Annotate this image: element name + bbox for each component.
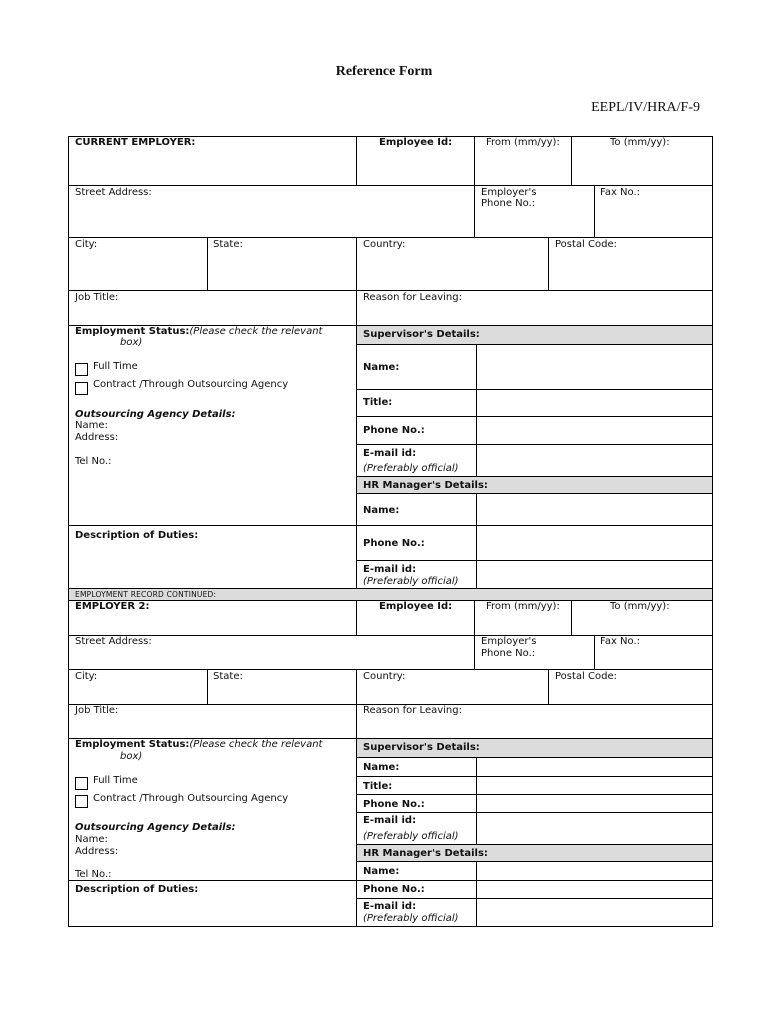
from-date-label-2: From (mm/yy): [486,601,560,612]
contract-checkbox[interactable] [75,382,88,395]
full-time-label-2: Full Time [93,775,138,786]
hr-email-note-2: (Preferably official) [363,913,459,924]
city-label: City: [75,239,98,250]
employer-phone-label: Employer's [481,187,537,198]
employment-status-label-2 [75,739,322,751]
agency-tel-label: Tel No.: [75,456,112,467]
hr-name-label: Name: [363,505,400,516]
fax-label: Fax No.: [600,187,641,198]
employment-record-continued: EMPLOYMENT RECORD CONTINUED: [75,590,217,599]
current-employer-label: CURRENT EMPLOYER: [75,137,196,148]
supervisor-email-label: E-mail id: [363,448,417,459]
agency-address-label-2: Address: [75,846,119,857]
supervisor-name-label: Name: [363,362,400,373]
employment-status-note-2b: box) [120,751,143,762]
full-time-checkbox[interactable] [75,363,88,376]
employer-2-label: EMPLOYER 2: [75,601,150,612]
hr-email-note: (Preferably official) [363,576,459,587]
fax-label-2: Fax No.: [600,636,641,647]
country-label-2: Country: [363,671,406,682]
employer-phone-label-2a: Employer's [481,636,537,647]
agency-details-label-2: Outsourcing Agency Details: [75,822,236,833]
state-label-2: State: [213,671,243,682]
employer-phone-label-2: Phone No.: [481,198,536,209]
to-date-label-2: To (mm/yy): [610,601,670,612]
city-label-2: City: [75,671,98,682]
country-label: Country: [363,239,406,250]
state-label: State: [213,239,243,250]
employment-status-title-2: Employment Status: [75,739,190,750]
contract-label: Contract /Through Outsourcing Agency [93,379,289,390]
street-address-label-2: Street Address: [75,636,152,647]
reason-for-leaving-label: Reason for Leaving: [363,292,462,303]
employment-status-note-2a: (Please check the relevant [189,739,323,750]
reason-for-leaving-label-2: Reason for Leaving: [363,705,462,716]
page-title: Reference Form [335,64,433,79]
employment-status-note: (Please check the relevant [189,326,323,337]
hr-phone-label-2: Phone No.: [363,884,425,895]
full-time-checkbox-2[interactable] [75,777,88,790]
street-address-label: Street Address: [75,187,152,198]
agency-tel-label-2: Tel No.: [75,869,112,880]
hr-manager-details-header-2: HR Manager's Details: [363,848,488,859]
hr-name-label-2: Name: [363,866,400,877]
employee-id-label: Employee Id: [379,137,453,148]
supervisor-details-header-2: Supervisor's Details: [363,742,480,753]
job-title-label: Job Title: [75,292,119,303]
postal-code-label: Postal Code: [555,239,617,250]
from-date-label: From (mm/yy): [486,137,560,148]
agency-address-label: Address: [75,432,119,443]
contract-checkbox-2[interactable] [75,795,88,808]
postal-code-label-2: Postal Code: [555,671,617,682]
supervisor-title-label: Title: [363,397,393,408]
agency-name-label: Name: [75,420,108,431]
supervisor-name-label-2: Name: [363,762,400,773]
supervisor-phone-label-2: Phone No.: [363,799,425,810]
description-of-duties-label: Description of Duties: [75,530,199,541]
agency-name-label-2: Name: [75,834,108,845]
to-date-label: To (mm/yy): [610,137,670,148]
employer-phone-label-2b: Phone No.: [481,648,536,659]
supervisor-email-label-2: E-mail id: [363,815,417,826]
full-time-label: Full Time [93,361,138,372]
document-code: EEPL/IV/HRA/F-9 [591,100,700,115]
supervisor-phone-label: Phone No.: [363,425,425,436]
description-of-duties-label-2: Description of Duties: [75,884,199,895]
employee-id-label-2: Employee Id: [379,601,453,612]
supervisor-email-note-2: (Preferably official) [363,831,459,842]
supervisor-details-header: Supervisor's Details: [363,329,480,340]
hr-email-label: E-mail id: [363,564,417,575]
employment-status-title: Employment Status: [75,326,190,337]
job-title-label-2: Job Title: [75,705,119,716]
hr-phone-label: Phone No.: [363,538,425,549]
supervisor-title-label-2: Title: [363,781,393,792]
hr-manager-details-header: HR Manager's Details: [363,480,488,491]
employment-status-label [75,326,322,338]
contract-label-2: Contract /Through Outsourcing Agency [93,793,289,804]
employment-status-note-2: box) [120,337,143,348]
hr-email-label-2: E-mail id: [363,901,417,912]
supervisor-email-note: (Preferably official) [363,463,459,474]
agency-details-label: Outsourcing Agency Details: [75,409,236,420]
